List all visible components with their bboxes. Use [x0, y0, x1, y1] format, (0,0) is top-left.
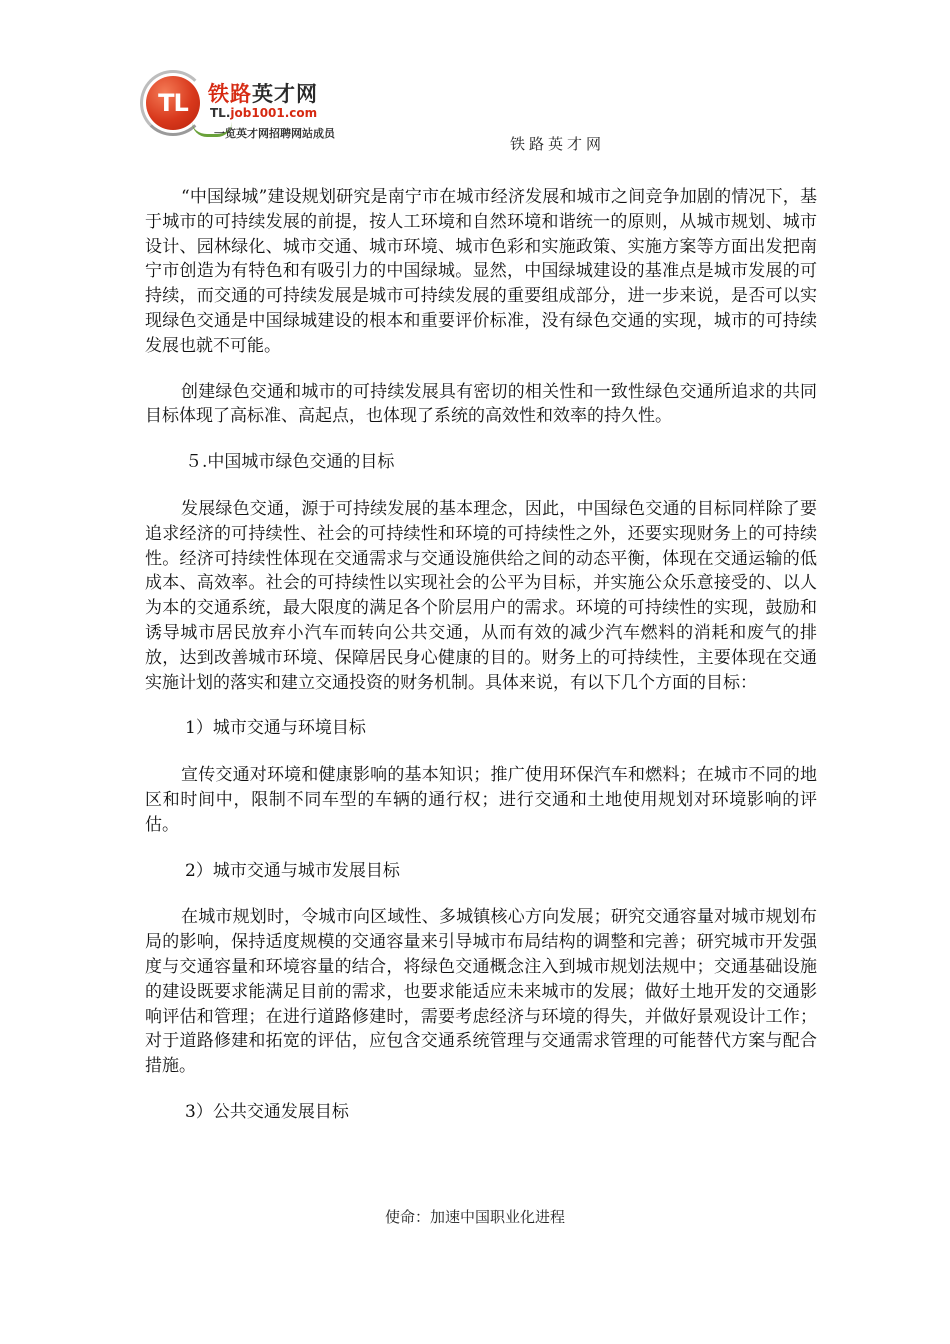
logo-name-dark: 英才网 — [252, 82, 318, 106]
section-heading: 2）城市交通与城市发展目标 — [185, 860, 400, 881]
section-heading: 1）城市交通与环境目标 — [185, 718, 366, 739]
logo-url — [210, 106, 317, 120]
paragraph: “中国绿城”建设规划研究是南宁市在城市经济发展和城市之间竞争加剧的情况下，基于城市的可持续发展的前提，按人工环境和自然环境和谐统一的原则，从城市规划、城市设计、园林绿化、城市交通、城市环境、城市色彩和实施政策、实施方案等方面出发把南宁市创造为有特色和有吸引力的中国绿城。显然，中国绿城建设的基准点是城市发展的可持续，而交通的可持续发展是城市可持续发展的重要组成部分，进一步来说，是否可以实现绿色交通是中国绿城建设的根本和重要评价标准，没有绿色交通的实现，城市的可持续发展也就不可能。 — [145, 187, 817, 356]
paragraph: 创建绿色交通和城市的可持续发展具有密切的相关性和一致性绿色交通所追求的共同目标体现了高标准、高起点，也体现了系统的高效性和效率的持久性。 — [145, 381, 817, 427]
paragraph: 发展绿色交通，源于可持续发展的基本理念，因此，中国绿色交通的目标同样除了要追求经济的可持续性、社会的可持续性和环境的可持续性之外，还要实现财务上的可持续性。经济可持续性体现在交通需求与交通设施供给之间的动态平衡，体现在交通运输的低成本、高效率。社会的可持续性以实现社会的公平为目标，并实施公众乐意接受的、以人为本的交通系统，最大限度的满足各个阶层用户的需求。环境的可持续性的实现，鼓励和诱导城市居民放弃小汽车而转向公共交通，从而有效的减少汽车燃料的消耗和废气的排放，达到改善城市环境、保障居民身心健康的目的。财务上的可持续性，主要体现在交通实施计划的落实和建立交通投资的财务机制。具体来说，有以下几个方面的目标： — [145, 498, 817, 693]
logo-mark: TL — [146, 76, 200, 130]
logo-name-red: 铁路 — [208, 82, 252, 106]
site-logo[interactable] — [140, 70, 370, 150]
logo-url-main: job1001.com — [230, 106, 318, 120]
section-heading: 3）公共交通发展目标 — [185, 1101, 349, 1122]
logo-tagline: 一览英才网招聘网站成员 — [214, 127, 335, 140]
paragraph: 宣传交通对环境和健康影响的基本知识；推广使用环保汽车和燃料；在城市不同的地区和时间中，限制不同车型的车辆的通行权；进行交通和土地使用规划对环境影响的评估。 — [145, 765, 817, 835]
paragraph: 在城市规划时，令城市向区域性、多城镇核心方向发展；研究交通容量对城市规划布局的影响，保持适度规模的交通容量来引导城市布局结构的调整和完善；研究城市开发强度与交通容量和环境容量的结合，将绿色交通概念注入到城市规划法规中；交通基础设施的建设既要求能满足目前的需求，也要求能适应未来城市的发展；做好土地开发的交通影响评估和管理；在进行道路修建时，需要考虑经济与环境的得失，并做好景观设计工作；对于道路修建和拓宽的评估，应包含交通系统管理与交通需求管理的可能替代方案与配合措施。 — [145, 907, 817, 1077]
footer-mission: 使命：加速中国职业化进程 — [384, 1208, 565, 1226]
document-body — [145, 185, 817, 1147]
section-heading: ５.中国城市绿色交通的目标 — [185, 452, 395, 473]
logo-name — [208, 78, 318, 108]
logo-url-prefix: TL. — [210, 106, 231, 120]
header-title: 铁路英才网 — [510, 135, 606, 153]
